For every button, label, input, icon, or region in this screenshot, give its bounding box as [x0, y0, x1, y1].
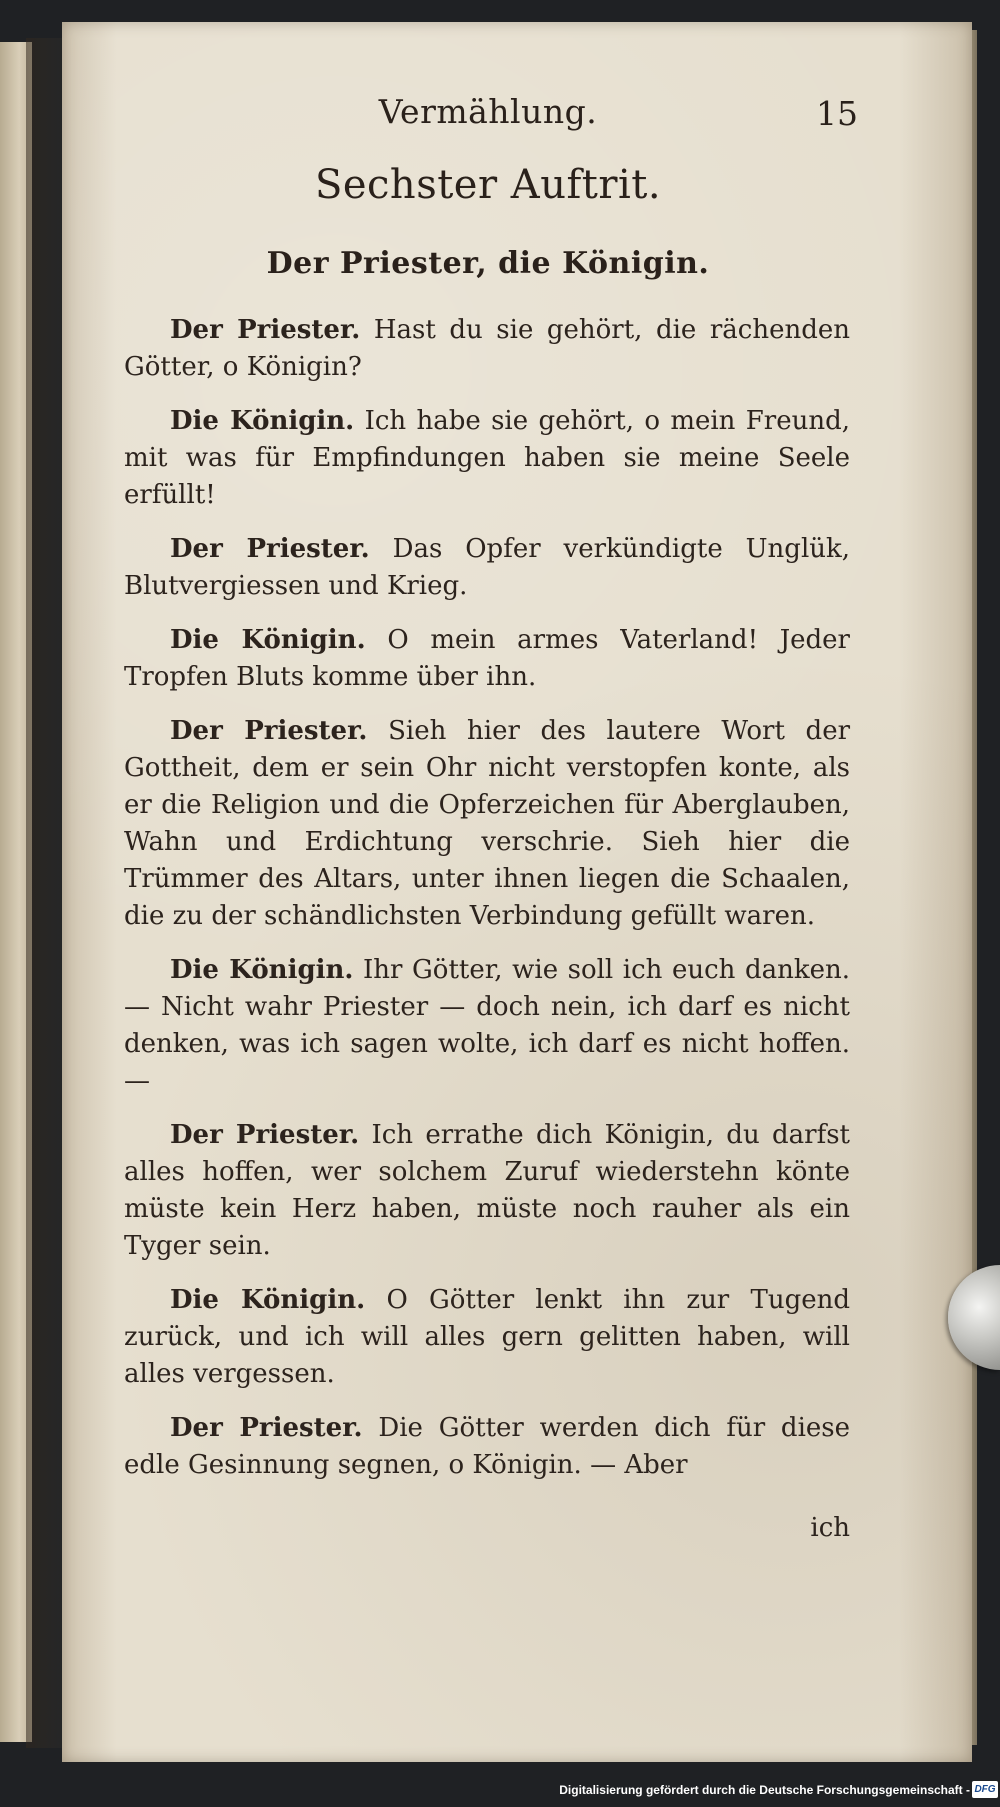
- running-title: Vermählung.: [378, 92, 598, 131]
- digitization-credit: Digitalisierung gefördert durch die Deutsche Forschungsgemeinschaft -: [559, 1783, 970, 1797]
- scene-title: Sechster Auftrit.: [314, 162, 662, 208]
- speech-text: O Götter lenkt ihn zur Tugend zurück, und ich will alles gern gelitten haben, will alles vergessen.: [124, 1285, 851, 1389]
- speech: [124, 531, 850, 605]
- speaker-name: Der Priester.: [170, 315, 361, 345]
- speech-text: Ich habe sie gehört, o mein Freund, mit was für Empfindungen haben sie meine Seele erfüllt!: [124, 406, 850, 510]
- speaker-name: Die Königin.: [170, 1285, 366, 1315]
- scene-persons: Der Priester, die Königin.: [266, 246, 710, 281]
- speech-text: Hast du sie gehört, die rächenden Götter, o Königin?: [124, 315, 850, 382]
- speech: [124, 1410, 850, 1484]
- page-number: 15: [816, 94, 858, 133]
- speech: [124, 952, 850, 1100]
- speech-text: Die Götter werden dich für diese edle Gesinnung segnen, o Königin. — Aber: [124, 1413, 851, 1480]
- speech-text: O mein armes Vaterland! Jeder Tropfen Bluts komme über ihn.: [124, 625, 850, 692]
- speaker-name: Die Königin.: [170, 955, 354, 985]
- speaker-name: Die Königin.: [170, 625, 366, 655]
- speech-text: Ich errathe dich Königin, du darfst alles hoffen, wer solchem Zuruf wiederstehn könte müste kein Herz haben, müste noch rauher als ein Tyger sein.: [124, 1120, 851, 1261]
- dfg-logo-icon: DFG: [972, 1781, 998, 1798]
- speech-text: Sieh hier des lautere Wort der Gottheit, dem er sein Ohr nicht verstopfen konte, als er die Religion und die Opferzeichen für Aberglauben, Wahn und Erdichtung verschrie. Sieh hier die Trümmer des Altars, unter ihnen liegen die Schaalen, die zu der schändlichsten Verbindung gefüllt waren.: [124, 716, 851, 931]
- speech: [124, 1282, 850, 1393]
- speech-text: Das Opfer verkündigte Unglük, Blutvergiessen und Krieg.: [124, 534, 851, 601]
- speaker-name: Der Priester.: [170, 1120, 360, 1150]
- speaker-name: Der Priester.: [170, 534, 370, 564]
- speech: [124, 1117, 850, 1265]
- dialogue: [124, 312, 850, 1501]
- speaker-name: Der Priester.: [170, 716, 368, 746]
- speaker-name: Der Priester.: [170, 1413, 363, 1443]
- catchword: ich: [810, 1513, 850, 1543]
- speech: [124, 622, 850, 696]
- speech: [124, 713, 850, 935]
- speech-text: Ihr Götter, wie soll ich euch danken. — Nicht wahr Priester — doch nein, ich darf es nicht denken, was ich sagen wolte, ich darf es nicht hoffen. —: [124, 955, 851, 1096]
- speech: [124, 403, 850, 514]
- running-head: [118, 92, 858, 142]
- speaker-name: Die Königin.: [170, 406, 355, 436]
- speech: [124, 312, 850, 386]
